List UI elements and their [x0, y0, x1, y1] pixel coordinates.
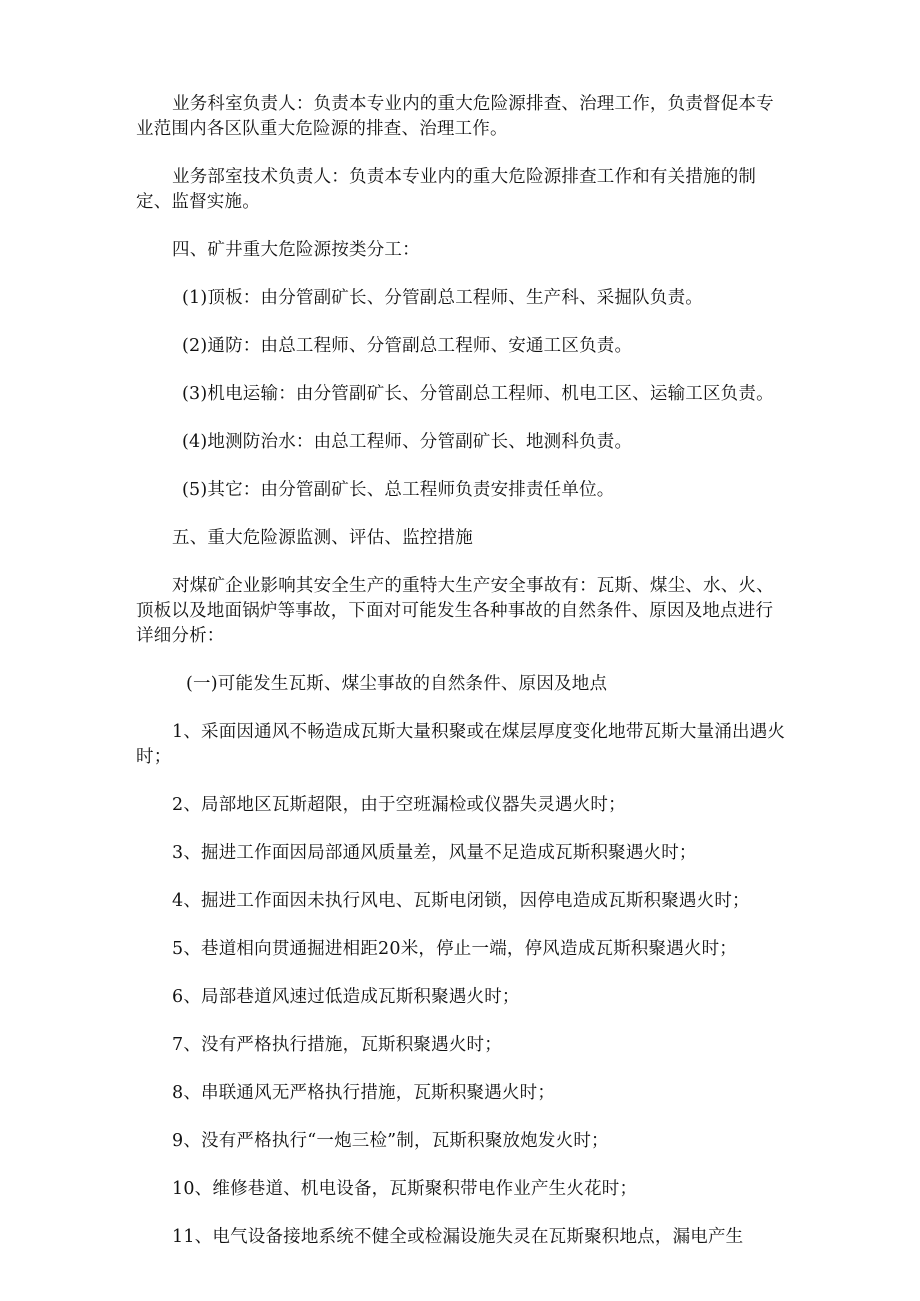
list-item-1: 1、采面因通风不畅造成瓦斯大量积聚或在煤层厚度变化地带瓦斯大量涌出遇火时； — [136, 722, 786, 767]
document-body — [136, 92, 786, 1250]
list-item-roof: (1)顶板：由分管副矿长、分管副总工程师、生产科、采掘队负责。 — [182, 288, 703, 308]
list-item-geology-water: (4)地测防治水：由总工程师、分管副矿长、地测科负责。 — [182, 432, 633, 452]
paragraph-accident-overview: 对煤矿企业影响其安全生产的重特大生产安全事故有：瓦斯、煤尘、水、火、顶板以及地面锅炉等事故，下面对可能发生各种事故的自然条件、原因及地点进行详细分析： — [136, 576, 774, 646]
list-item-7: 7、没有严格执行措施，瓦斯积聚遇火时； — [172, 1035, 502, 1055]
list-item-8: 8、串联通风无严格执行措施，瓦斯积聚遇火时； — [172, 1083, 556, 1103]
subsection-heading-gas-dust: (一)可能发生瓦斯、煤尘事故的自然条件、原因及地点 — [186, 674, 608, 694]
list-item-5: 5、巷道相向贯通掘进相距20米，停止一端，停风造成瓦斯积聚遇火时； — [172, 939, 737, 959]
paragraph-dept-head-duty: 业务科室负责人：负责本专业内的重大危险源排查、治理工作，负责督促本专业范围内各区队重大危险源的排查、治理工作。 — [136, 94, 774, 139]
list-item-6: 6、局部巷道风速过低造成瓦斯积聚遇火时； — [172, 987, 520, 1007]
list-item-10: 10、维修巷道、机电设备，瓦斯聚积带电作业产生火花时； — [172, 1179, 638, 1199]
section-heading-5: 五、重大危险源监测、评估、监控措施 — [172, 528, 473, 548]
list-item-ventilation: (2)通防：由总工程师、分管副总工程师、安通工区负责。 — [182, 336, 633, 356]
list-item-11: 11、电气设备接地系统不健全或检漏设施失灵在瓦斯聚积地点，漏电产生 — [172, 1227, 744, 1247]
paragraph-tech-head-duty: 业务部室技术负责人：负责本专业内的重大危险源排查工作和有关措施的制定、监督实施。 — [136, 167, 757, 212]
section-heading-4: 四、矿井重大危险源按类分工： — [172, 240, 420, 260]
list-item-electromechanical: (3)机电运输：由分管副矿长、分管副总工程师、机电工区、运输工区负责。 — [182, 384, 774, 404]
list-item-2: 2、局部地区瓦斯超限，由于空班漏检或仪器失灵遇火时； — [172, 795, 626, 815]
list-item-4: 4、掘进工作面因未执行风电、瓦斯电闭锁，因停电造成瓦斯积聚遇火时； — [172, 891, 750, 911]
list-item-9: 9、没有严格执行“一炮三检”制，瓦斯积聚放炮发火时； — [172, 1131, 609, 1151]
list-item-other: (5)其它：由分管副矿长、总工程师负责安排责任单位。 — [182, 480, 615, 500]
list-item-3: 3、掘进工作面因局部通风质量差，风量不足造成瓦斯积聚遇火时； — [172, 843, 697, 863]
